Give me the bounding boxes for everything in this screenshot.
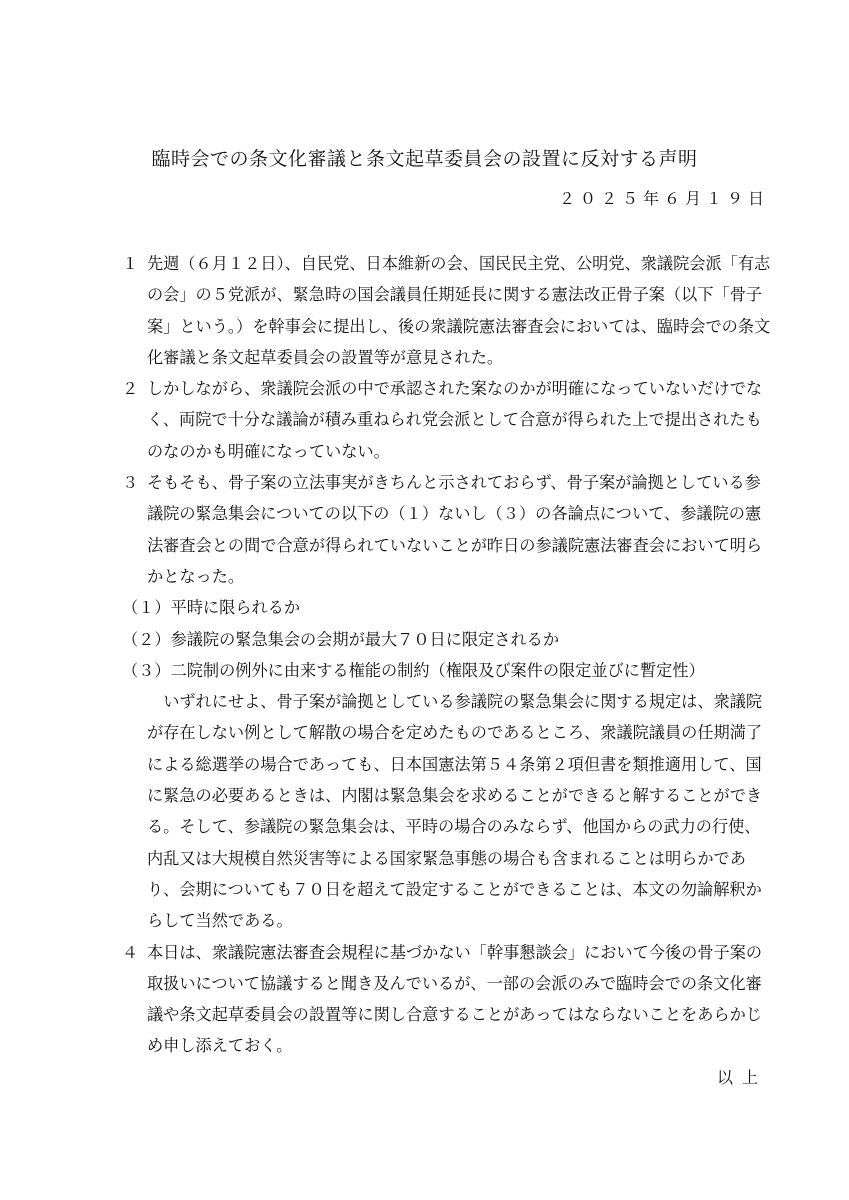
item-text: 先週（６月１２日）、自民党、日本維新の会、国民民主党、公明党、衆議院会派「有志の会」の５党派が、緊急時の国会議員任期延長に関する憲法改正骨子案（以下「骨子案」という。）を幹事会に提出し、後の衆議院憲法審査会においては、臨時会での条文化審議と条文起草委員会の設置等が意見された。: [147, 254, 771, 367]
document-title: 臨時会での条文化審議と条文起草委員会の設置に反対する声明: [151, 148, 698, 170]
numbered-item-3: [122, 467, 774, 592]
numbered-item-4: [122, 937, 774, 1062]
sub-point-1: （１）平時に限られるか: [122, 598, 301, 618]
item-number: １: [122, 254, 139, 273]
item-text: 本日は、衆議院憲法審査会規程に基づかない「幹事懇談会」において今後の骨子案の取扱いについて協議すると聞き及んでいるが、一部の会派のみで臨時会での条文化審議や条文起草委員会の設置等に関し合意することがあってはならないことをあらかじめ申し添えておく。: [147, 942, 763, 1056]
numbered-item-1: [122, 248, 774, 373]
item-text: しかしながら、衆議院会派の中で承認された案なのかが明確になっていないだけでなく、両院で十分な議論が積み重ねられ党会派として合意が得られた上で提出されたものなのかも明確になっていない。: [147, 379, 763, 461]
closing-mark: 以上: [716, 1068, 767, 1087]
item-number: ４: [122, 942, 139, 962]
document-body: [122, 248, 774, 1062]
numbered-item-2: [122, 373, 774, 467]
sub-point-2: （２）参議院の緊急集会の会期が最大７０日に限定されるか: [122, 629, 560, 649]
item-number: ２: [122, 379, 139, 399]
document-date: ２０２５年６月１９日: [558, 189, 769, 208]
item-number: ３: [122, 473, 139, 493]
body-paragraph: いずれにせよ、骨子案が論拠としている参議院の緊急集会に関する規定は、衆議院が存在しない例として解散の場合を定めたものであるところ、衆議院議員の任期満了による総選挙の場合であっても、日本国憲法第５４条第２項但書を類推適用して、国に緊急の必要あるときは、内閣は緊急集会を求めることができると解することができる。そして、参議院の緊急集会は、平時の場合のみならず、他国からの武力の行使、内乱又は大規模自然災害等による国家緊急事態の場合も含まれることは明らかであり、会期についても７０日を超えて設定することができることは、本文の勿論解釈からして当然である。: [147, 692, 763, 931]
item-text: そもそも、骨子案の立法事実がきちんと示されておらず、骨子案が論拠としている参議院の緊急集会についての以下の（１）ないし（３）の各論点について、参議院の憲法審査会との間で合意が得られていないことが昨日の参議院憲法審査会において明らかとなった。: [147, 473, 763, 586]
sub-point-3: （３）二院制の例外に由来する権能の制約（権限及び案件の限定並びに暫定性）: [122, 660, 705, 680]
